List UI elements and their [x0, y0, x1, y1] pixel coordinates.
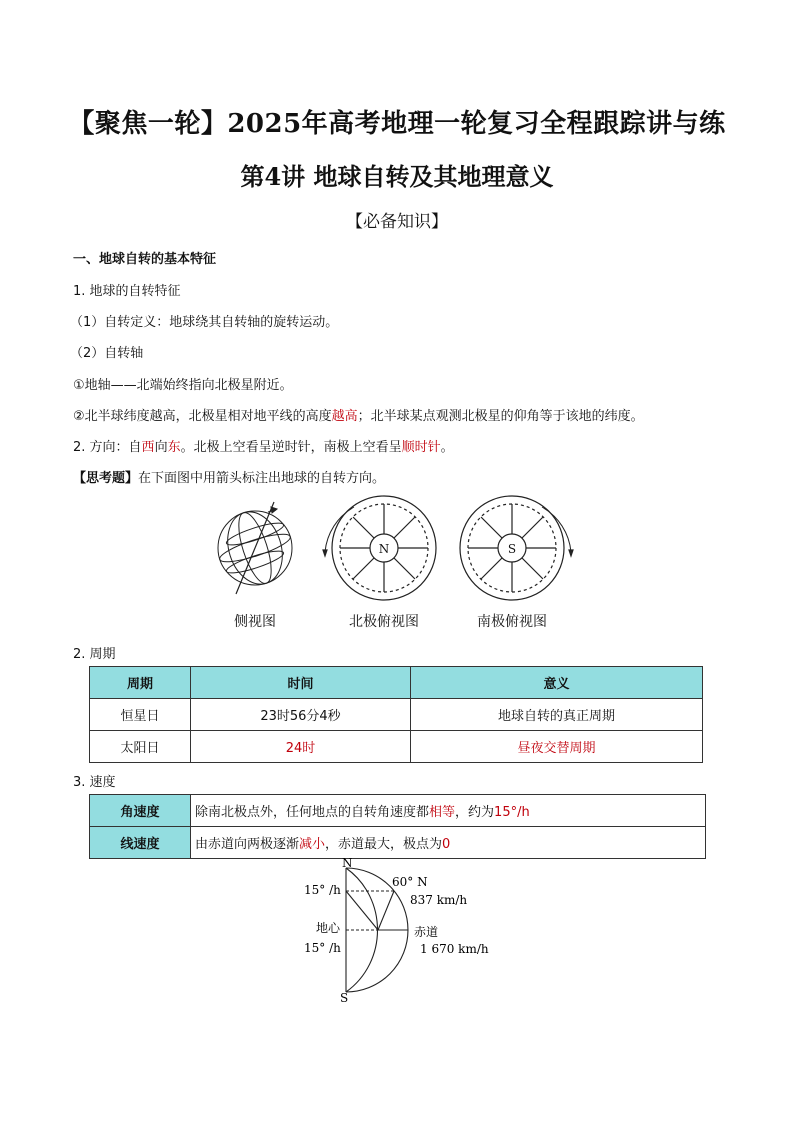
period-heading: 2. 周期	[73, 647, 116, 662]
angular-speed-text: 除南北极点外，任何地点的自转角速度都相等，约为15°/h	[191, 795, 706, 827]
axis-heading: （2）自转轴	[70, 346, 144, 361]
table-row	[90, 699, 703, 731]
lesson-title: 第4讲 地球自转及其地理意义	[240, 162, 554, 191]
table-row	[90, 827, 706, 859]
north-pole-label: N	[378, 542, 390, 556]
speed-heading: 3. 速度	[73, 775, 116, 790]
south-pole-label: S	[507, 542, 517, 556]
angular-speed-label: 角速度	[90, 795, 191, 827]
south-pole-view	[460, 496, 573, 600]
direction-line: 2. 方向：自西向东。北极上空看呈逆时针，南极上空看呈顺时针。	[73, 440, 454, 455]
cell-name: 太阳日	[90, 731, 191, 763]
header-meaning: 意义	[411, 667, 703, 699]
linear-speed-label: 线速度	[90, 827, 191, 859]
angular-speed-60-label: 15° /h	[304, 883, 341, 897]
rotation-figures	[210, 492, 590, 604]
period-table	[89, 666, 703, 763]
table-header-row	[90, 667, 703, 699]
header-time: 时间	[191, 667, 411, 699]
table-row	[90, 731, 703, 763]
diagram-north-label: N	[342, 858, 353, 870]
document-title: 【聚焦一轮】2025年高考地理一轮复习全程跟踪讲与练	[68, 109, 726, 139]
table-row	[90, 795, 706, 827]
axis-point-2: ②北半球纬度越高，北极星相对地平线的高度越高；北半球某点观测北极星的仰角等于该地的纬度。	[73, 409, 644, 424]
linear-speed-60-label: 837 km/h	[410, 893, 468, 907]
cell-time: 24时	[191, 731, 411, 763]
cell-meaning: 地球自转的真正周期	[411, 699, 703, 731]
side-view-globe	[217, 502, 292, 594]
angular-speed-eq-label: 15° /h	[304, 941, 341, 955]
diagram-south-label: S	[340, 991, 349, 1005]
north-pole-view	[323, 496, 436, 600]
latitude-60-label: 60° N	[392, 875, 428, 889]
thinking-question: 【思考题】在下面图中用箭头标注出地球的自转方向。	[73, 471, 386, 486]
section-heading-rotation: 一、地球自转的基本特征	[73, 252, 217, 267]
caption-south-view: 南极俯视图	[477, 614, 547, 630]
earth-center-label: 地心	[316, 921, 341, 935]
speed-diagram	[290, 858, 510, 1008]
speed-table	[89, 794, 706, 859]
equator-label: 赤道	[414, 925, 439, 939]
definition-line: （1）自转定义：地球绕其自转轴的旋转运动。	[70, 315, 339, 330]
subheading-rotation-features: 1. 地球的自转特征	[73, 284, 181, 299]
linear-speed-eq-label: 1 670 km/h	[420, 942, 489, 956]
cell-time: 23时56分4秒	[191, 699, 411, 731]
axis-point-1: ①地轴——北端始终指向北极星附近。	[73, 378, 293, 393]
caption-north-view: 北极俯视图	[349, 614, 419, 630]
section-header: 【必备知识】	[346, 212, 448, 232]
cell-name: 恒星日	[90, 699, 191, 731]
header-period: 周期	[90, 667, 191, 699]
caption-side-view: 侧视图	[234, 614, 276, 630]
linear-speed-text: 由赤道向两极逐渐减小，赤道最大，极点为0	[191, 827, 706, 859]
cell-meaning: 昼夜交替周期	[411, 731, 703, 763]
